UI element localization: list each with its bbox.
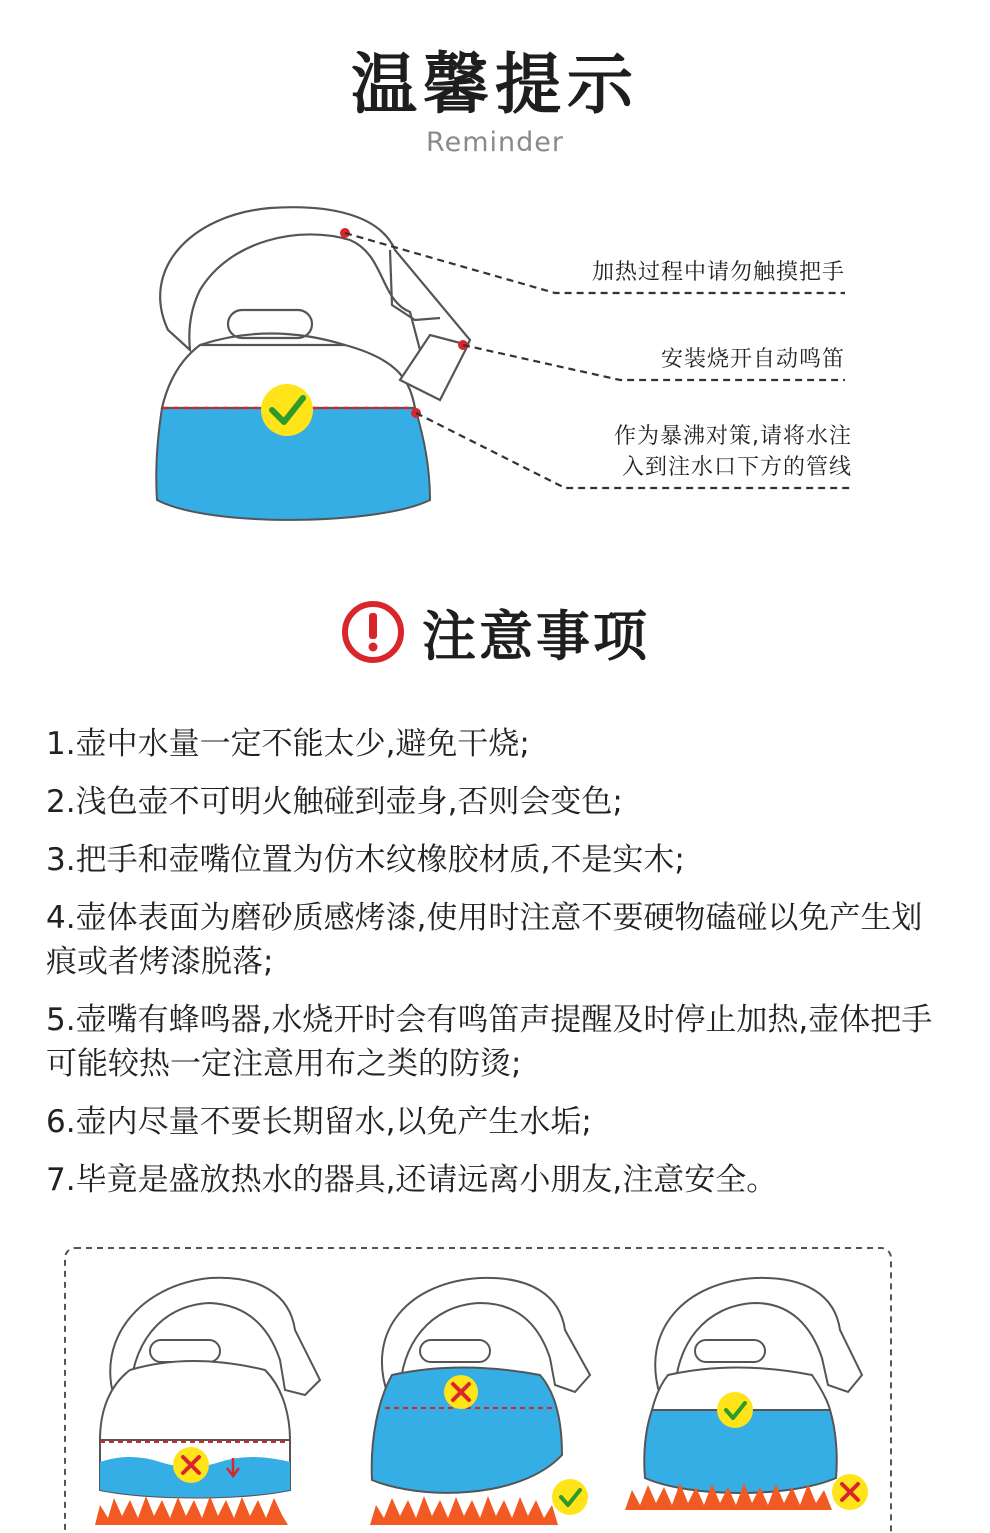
callout-fill-line: 作为暴沸对策,请将水注 入到注水口下方的管线 [614, 424, 852, 480]
list-item: 3.把手和壶嘴位置为仿木纹橡胶材质,不是实木; [46, 842, 685, 878]
list-item: 2.浅色壶不可明火触碰到壶身,否则会变色; [46, 784, 623, 820]
cross-icon [444, 1375, 478, 1409]
page-subtitle: Reminder [426, 127, 564, 158]
list-item: 6.壶内尽量不要长期留水,以免产生水垢; [46, 1104, 592, 1140]
page-title: 温馨提示 [351, 46, 639, 123]
list-item: 7.毕竟是盛放热水的器具,还请远离小朋友,注意安全。 [46, 1162, 778, 1198]
kettle-too-low [95, 1278, 320, 1525]
list-item: 4.壶体表面为磨砂质感烤漆,使用时注意不要硬物磕碰以免产生划痕或者烤漆脱落; [46, 900, 923, 980]
kettle-correct [625, 1278, 868, 1510]
cross-icon [173, 1447, 209, 1483]
callout-handle: 加热过程中请勿触摸把手 [591, 260, 845, 285]
callout-whistle: 安装烧开自动鸣笛 [660, 347, 845, 372]
notice-title: 注意事项 [422, 604, 650, 668]
check-icon [552, 1479, 588, 1515]
cross-icon [832, 1474, 868, 1510]
list-item: 1.壶中水量一定不能太少,避免干烧; [46, 726, 530, 762]
kettle-too-high [370, 1278, 590, 1525]
check-icon [717, 1392, 753, 1428]
flame-icon [370, 1496, 558, 1525]
list-item: 5.壶嘴有蜂鸣器,水烧开时会有鸣笛声提醒及时停止加热,壶体把手可能较热一定注意用布之类的防烫; [46, 1002, 933, 1082]
flame-icon [95, 1496, 288, 1525]
